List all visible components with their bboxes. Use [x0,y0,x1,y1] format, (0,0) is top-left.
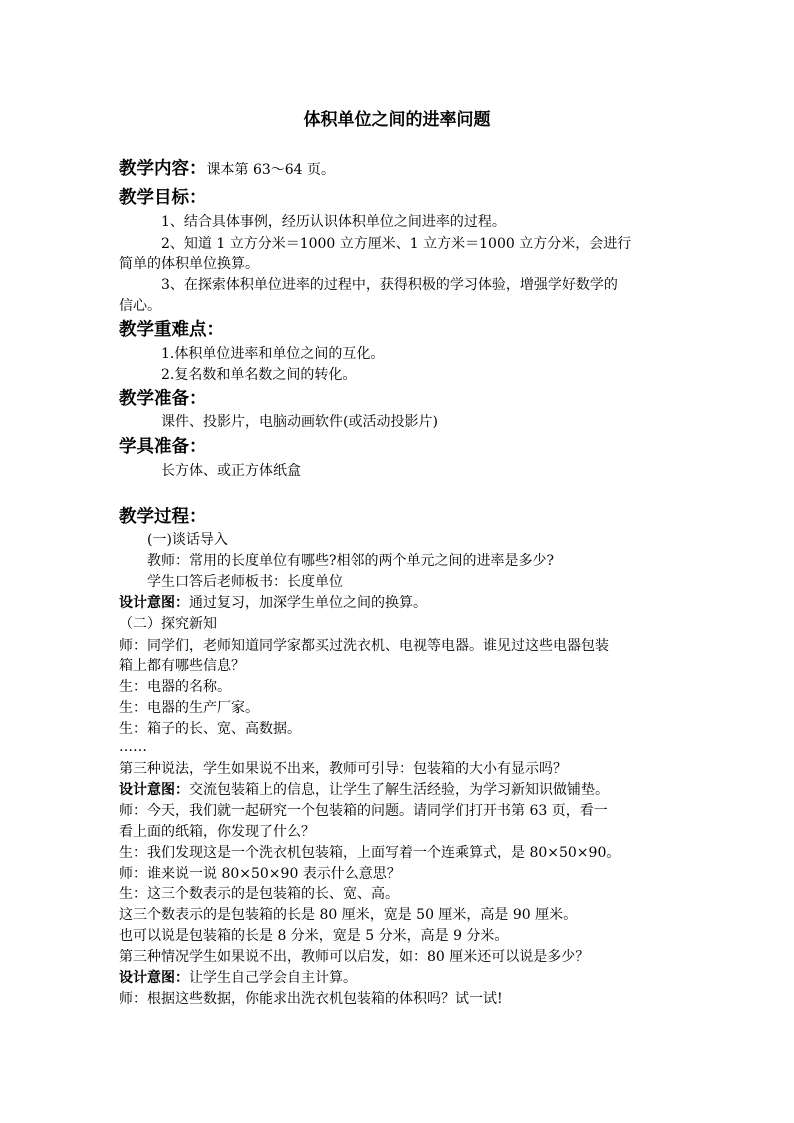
section-title-2: （二）探究新知 [119,616,217,632]
objective-item: 1、结合具体事例，经历认识体积单位之间进率的过程。 [161,214,506,230]
design-intent-text: 让学生自己学会自主计算。 [189,970,357,986]
objective-item: 信心。 [119,298,161,314]
design-intent-text: 通过复习，加深学生单位之间的换算。 [189,595,427,611]
content-label: 教学内容 [119,159,189,179]
objective-item: 3、在探索体积单位进率的过程中，获得积极的学习体验，增强学好数学的 [161,277,618,293]
preparation-colon: ： [189,389,207,409]
ellipsis: …… [119,739,147,755]
objective-item: 简单的体积单位换算。 [119,256,259,272]
student-line: 生：电器的名称。 [119,679,231,695]
content-heading [119,157,335,182]
process-label: 教学过程 [119,507,189,527]
paragraph-line: 师：同学们，老师知道同学家都买过洗衣机、电视等电器。谁见过这些电器包装 [119,638,609,654]
process-colon: ： [189,507,207,527]
process-heading [119,505,207,529]
preparation-label: 教学准备 [119,389,189,409]
content-text: 课本第 63～64 页。 [206,162,336,178]
design-intent-3 [119,968,357,988]
paragraph-line: 也可以说是包装箱的长是 8 分米，宽是 5 分米，高是 9 分米。 [119,928,509,944]
paragraph-line: 第三种说法，学生如果说不出来，教师可引导：包装箱的大小有显示吗？ [119,761,567,777]
design-intent-1 [119,593,427,613]
objective-item: 2、知道 1 立方分米＝1000 立方厘米、1 立方米＝1000 立方分米，会进行 [161,236,632,252]
paragraph-line: 师：今天，我们就一起研究一个包装箱的问题。请同学们打开书第 63 页，看一 [119,803,608,819]
design-intent-text: 交流包装箱上的信息，让学生了解生活经验，为学习新知识做铺垫。 [189,782,609,798]
tools-text: 长方体、或正方体纸盒 [161,463,301,479]
teacher-line: 师：谁来说一说 80×50×90 表示什么意思？ [119,866,401,882]
paragraph-line: 第三种情况学生如果说不出，教师可以启发，如：80 厘米还可以说是多少？ [119,949,590,965]
key-point-item: 1.体积单位进率和单位之间的互化。 [161,346,385,362]
preparation-heading [119,387,207,411]
section-title-1: (一)谈话导入 [147,532,228,548]
tools-label: 学具准备 [119,437,189,457]
student-line: 生：电器的生产厂家。 [119,700,259,716]
design-intent-label: 设计意图： [119,970,189,986]
key-points-colon: ： [206,320,224,340]
teacher-line: 师：根据这些数据，你能求出洗衣机包装箱的体积吗？试一试! [119,991,503,1007]
tools-heading [119,435,207,459]
key-points-heading [119,318,224,342]
key-point-item: 2.复名数和单名数之间的转化。 [161,367,357,383]
preparation-text: 课件、投影片，电脑动画软件(或活动投影片) [161,414,438,430]
student-line: 生：箱子的长、宽、高数据。 [119,721,301,737]
tools-colon: ： [189,437,207,457]
teacher-question: 教师：常用的长度单位有哪些?相邻的两个单元之间的进率是多少? [147,553,555,569]
objectives-label: 教学目标 [119,188,189,208]
paragraph-line: 这三个数表示的是包装箱的长是 80 厘米，宽是 50 厘米，高是 90 厘米。 [119,907,578,923]
student-line: 生：我们发现这是一个洗衣机包装箱，上面写着一个连乘算式，是 80×50×90。 [119,845,621,861]
objectives-heading [119,186,207,210]
key-points-label: 教学重难点 [119,320,207,340]
page-title: 体积单位之间的进率问题 [303,110,491,130]
design-intent-label: 设计意图： [119,782,189,798]
design-intent-2 [119,780,609,800]
paragraph-line: 箱上都有哪些信息？ [119,658,245,674]
student-answer: 学生口答后老师板书：长度单位 [147,574,343,590]
content-colon: ： [189,159,207,179]
paragraph-line: 看上面的纸箱，你发现了什么？ [119,824,315,840]
student-line: 生：这三个数表示的是包装箱的长、宽、高。 [119,886,399,902]
design-intent-label: 设计意图： [119,595,189,611]
objectives-colon: ： [189,188,207,208]
